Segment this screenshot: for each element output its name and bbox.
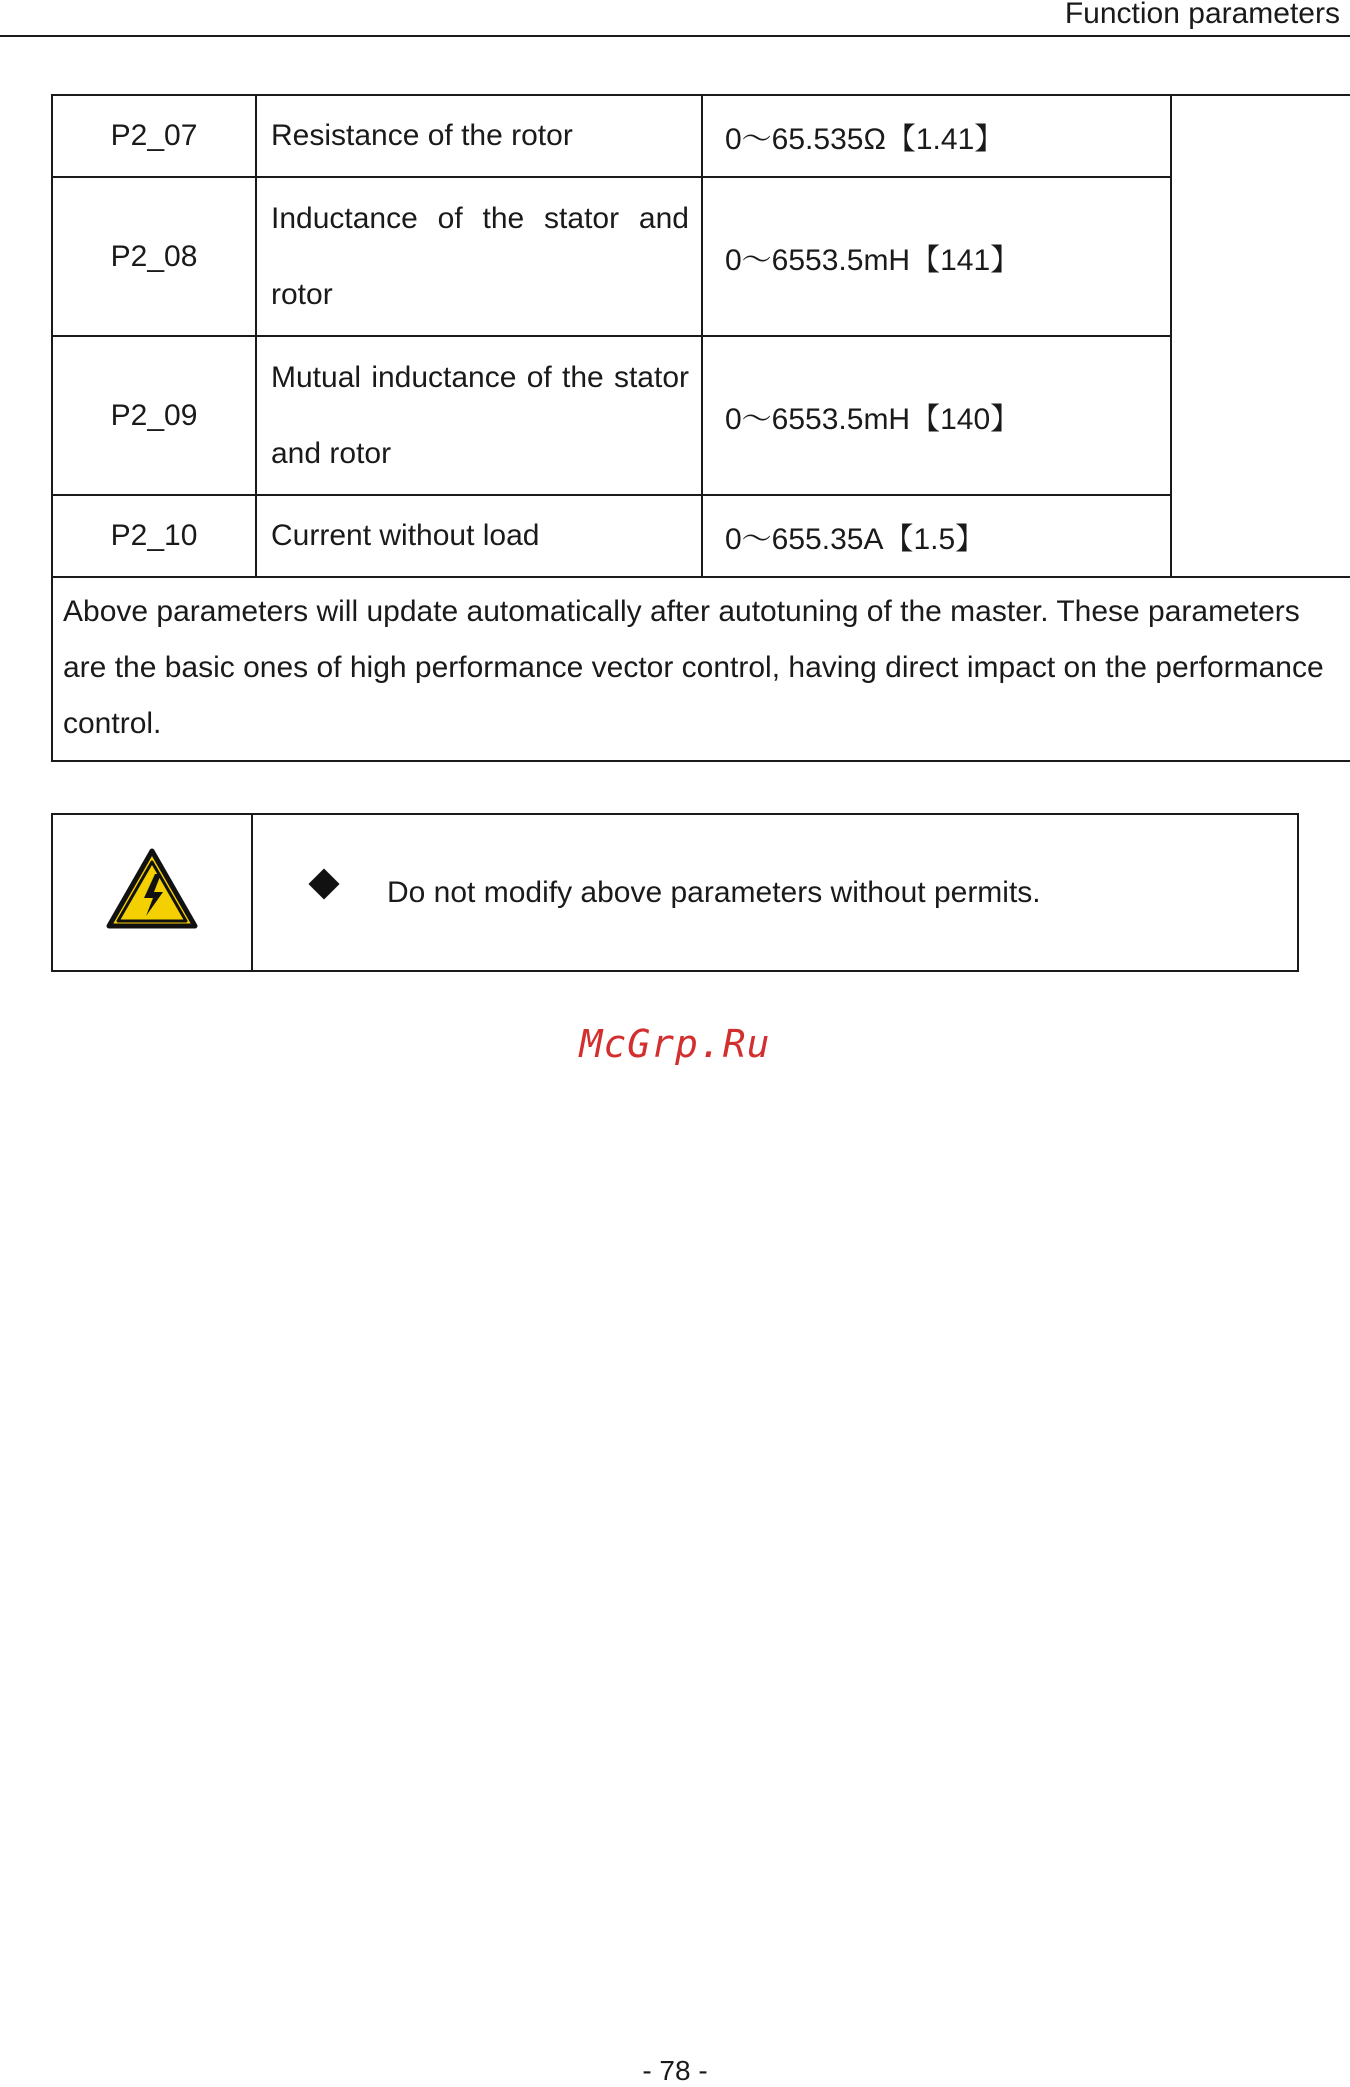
warning-text-cell: [252, 814, 1298, 971]
param-name: Inductance of the stator and rotor: [256, 177, 702, 336]
table-row: [52, 95, 1350, 177]
high-voltage-warning-icon: [106, 848, 198, 930]
param-range: 0～6553.5mH【141】: [702, 177, 1171, 336]
warning-box: [51, 813, 1299, 972]
param-code: P2_08: [52, 177, 256, 336]
table-note-row: [52, 577, 1350, 761]
warning-icon-cell: [52, 814, 252, 971]
param-code: P2_09: [52, 336, 256, 495]
param-code: P2_07: [52, 95, 256, 177]
watermark: McGrp.Ru: [579, 1022, 771, 1066]
param-range: 0～65.535Ω【1.41】: [702, 95, 1171, 177]
header-divider: [0, 35, 1350, 37]
parameter-table: [51, 94, 1350, 762]
page-header-title: Function parameters: [1064, 0, 1340, 30]
param-range: 0～655.35A【1.5】: [702, 495, 1171, 577]
param-range: 0～6553.5mH【140】: [702, 336, 1171, 495]
warning-row: [52, 814, 1298, 971]
param-name: Current without load: [256, 495, 702, 577]
warning-message: Do not modify above parameters without permits.: [387, 876, 1041, 910]
table-row: [52, 495, 1350, 577]
param-name: Mutual inductance of the stator and rotor: [256, 336, 702, 495]
diamond-bullet-icon: [308, 868, 339, 899]
param-name: Resistance of the rotor: [256, 95, 702, 177]
parameter-note: Above parameters will update automatically after autotuning of the master. These parameters are the basic ones of high performance vector control, having direct impact on the performance control.: [52, 577, 1350, 761]
table-row: [52, 336, 1350, 495]
param-code: P2_10: [52, 495, 256, 577]
page-number: - 78 -: [642, 2055, 708, 2086]
param-remark-cell: [1171, 95, 1350, 577]
table-row: [52, 177, 1350, 336]
